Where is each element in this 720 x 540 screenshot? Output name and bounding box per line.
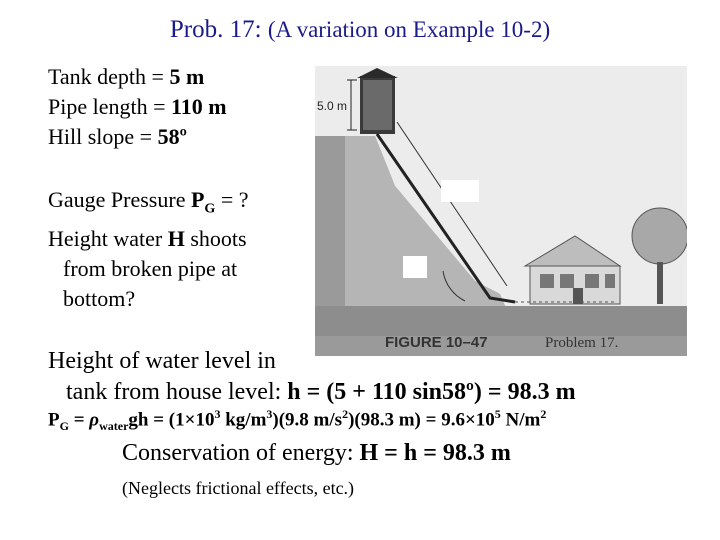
given-values (48, 62, 227, 152)
tank-depth-line: Tank depth = 5 m (48, 64, 205, 89)
answer-line1: Height of water level in (48, 348, 276, 374)
house-window-1 (540, 274, 554, 288)
house-window-2 (560, 274, 574, 288)
questions (48, 185, 248, 314)
figure-caption-problem: Problem 17. (545, 335, 619, 351)
problem-figure (315, 66, 687, 356)
house-window-3 (585, 274, 599, 288)
problem-subtitle: (A variation on Example 10-2) (267, 17, 551, 42)
pipe-length-line: Pipe length = 110 m (48, 94, 227, 119)
label-box-angle (403, 256, 427, 278)
height-question: Height water H shoots (48, 226, 247, 252)
house-window-4 (605, 274, 615, 288)
tree-trunk (657, 262, 663, 304)
tree (632, 208, 687, 264)
neglect-note: (Neglects frictional effects, etc.) (122, 478, 355, 498)
depth-label: 5.0 m (317, 99, 348, 113)
height-question-line3: from broken pipe at (63, 256, 238, 282)
gauge-pressure-question: Gauge Pressure $P_G$ = ? (48, 187, 249, 217)
height-question-line4: bottom? (63, 286, 136, 312)
height-answer (48, 346, 576, 408)
answer-line2: tank from house level: h = (5 + 110 sin58º) = 98.3 m (66, 379, 576, 405)
figure-caption: FIGURE 10–47 (385, 334, 488, 351)
tank-water (363, 80, 392, 130)
hill-slope-line: Hill slope = 58º (48, 124, 187, 149)
energy-conservation: Conservation of energy: H = h = 98.3 m (122, 440, 511, 466)
slide-title (0, 16, 720, 44)
label-box-length (441, 180, 479, 202)
ground (315, 306, 687, 336)
problem-number: Prob. 17: (169, 16, 262, 43)
gauge-pressure-equation: $P_G = \rho_{water}gh = (1\times 10^3$ $kg/m^3)(9.8$ $m/s^2)(98.3$ $m) = 9.6\times 10^5$ $N/m^2$ (48, 407, 547, 434)
